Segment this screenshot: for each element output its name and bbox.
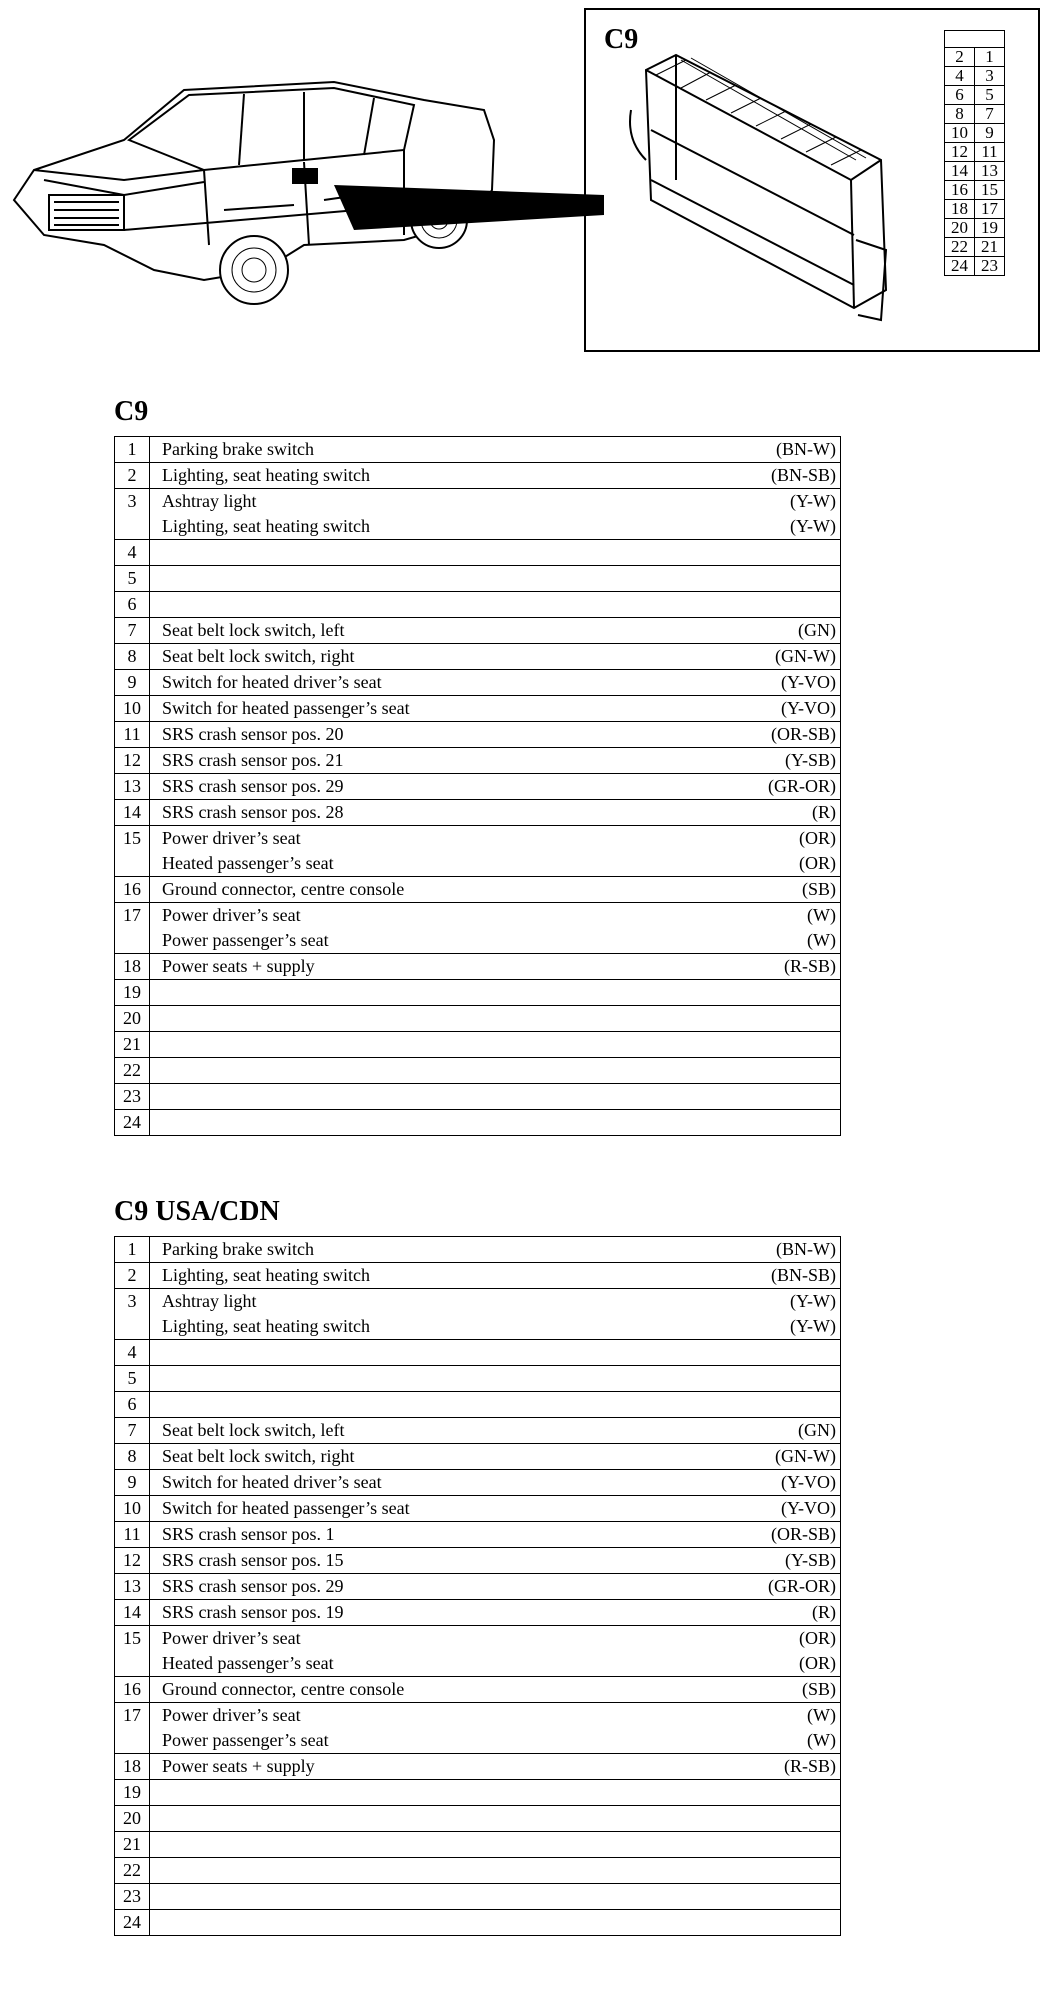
pin-description bbox=[150, 1832, 737, 1858]
pin-description: Power seats + supply bbox=[150, 954, 737, 980]
table-row bbox=[115, 489, 841, 515]
wire-color-code: (W) bbox=[807, 930, 836, 950]
pin-description: Lighting, seat heating switch bbox=[162, 1316, 370, 1336]
table-row bbox=[115, 1289, 841, 1315]
wire-color-code: (Y-SB) bbox=[736, 1548, 841, 1574]
table-row bbox=[115, 1677, 841, 1703]
pin-number: 20 bbox=[945, 219, 975, 238]
table-row bbox=[115, 1006, 841, 1032]
pin-number: 1 bbox=[115, 437, 150, 463]
pin-number: 3 bbox=[115, 489, 150, 540]
pin-number: 5 bbox=[115, 566, 150, 592]
pin-number: 7 bbox=[115, 618, 150, 644]
table-row bbox=[115, 928, 841, 954]
pin-description bbox=[150, 1366, 737, 1392]
table-row bbox=[115, 1884, 841, 1910]
pin-description bbox=[150, 1058, 737, 1084]
wire-color-code: (R-SB) bbox=[736, 1754, 841, 1780]
pin-number: 15 bbox=[115, 826, 150, 877]
pin-number: 8 bbox=[945, 105, 975, 124]
pin-description: Power driver’s seat bbox=[150, 826, 737, 852]
pin-number: 19 bbox=[975, 219, 1005, 238]
pin-description bbox=[150, 1806, 737, 1832]
wire-color-code bbox=[736, 1084, 841, 1110]
pin-number: 12 bbox=[115, 1548, 150, 1574]
connector-pin-grid bbox=[944, 30, 1005, 276]
pin-number: 13 bbox=[115, 774, 150, 800]
table-row bbox=[115, 800, 841, 826]
table-row bbox=[115, 514, 841, 540]
pin-description: Power seats + supply bbox=[150, 1754, 737, 1780]
table-row bbox=[115, 1858, 841, 1884]
pin-number: 18 bbox=[115, 1754, 150, 1780]
table-row bbox=[115, 1780, 841, 1806]
pin-number: 1 bbox=[115, 1237, 150, 1263]
pin-description bbox=[150, 980, 737, 1006]
wire-color-code: (GR-OR) bbox=[736, 1574, 841, 1600]
pin-number: 2 bbox=[115, 1263, 150, 1289]
table-row bbox=[115, 1392, 841, 1418]
pin-number: 23 bbox=[115, 1884, 150, 1910]
wire-color-code: (Y-W) bbox=[736, 489, 841, 515]
pin-number: 22 bbox=[115, 1858, 150, 1884]
car-illustration bbox=[4, 70, 604, 330]
pin-description bbox=[150, 1110, 737, 1136]
table-row bbox=[115, 463, 841, 489]
wire-color-code: (GN-W) bbox=[736, 644, 841, 670]
table-row bbox=[115, 1366, 841, 1392]
pin-number: 20 bbox=[115, 1806, 150, 1832]
table-row bbox=[115, 1832, 841, 1858]
wire-color-code: (Y-W) bbox=[790, 1316, 836, 1336]
wire-color-code: (R) bbox=[736, 1600, 841, 1626]
wire-color-code: (Y-SB) bbox=[736, 748, 841, 774]
pin-description bbox=[150, 1884, 737, 1910]
pin-number: 2 bbox=[945, 48, 975, 67]
table-row bbox=[115, 1548, 841, 1574]
pin-number: 9 bbox=[975, 124, 1005, 143]
pin-number: 16 bbox=[945, 181, 975, 200]
pin-number: 17 bbox=[115, 903, 150, 954]
pin-number: 6 bbox=[115, 592, 150, 618]
pin-description: Parking brake switch bbox=[150, 1237, 737, 1263]
pin-description bbox=[150, 1006, 737, 1032]
pin-description: SRS crash sensor pos. 29 bbox=[150, 774, 737, 800]
pin-table-c9 bbox=[114, 436, 841, 1136]
pin-description: Ashtray light bbox=[150, 1289, 737, 1315]
wire-color-code: (GN) bbox=[736, 618, 841, 644]
pin-description: Lighting, seat heating switch bbox=[150, 463, 737, 489]
pin-description bbox=[150, 1858, 737, 1884]
wire-color-code: (Y-VO) bbox=[736, 1496, 841, 1522]
table-row bbox=[115, 1728, 841, 1754]
pin-number: 13 bbox=[115, 1574, 150, 1600]
table-row bbox=[115, 618, 841, 644]
table-row bbox=[115, 954, 841, 980]
wire-color-code: (OR) bbox=[799, 1653, 836, 1673]
wire-color-code bbox=[736, 1858, 841, 1884]
pin-description: Switch for heated passenger’s seat bbox=[150, 1496, 737, 1522]
wire-color-code: (BN-W) bbox=[736, 437, 841, 463]
wire-color-code: (GR-OR) bbox=[736, 774, 841, 800]
pin-number: 23 bbox=[975, 257, 1005, 276]
wire-color-code: (Y-VO) bbox=[736, 1470, 841, 1496]
pin-description: Seat belt lock switch, left bbox=[150, 1418, 737, 1444]
table-row bbox=[115, 1910, 841, 1936]
pin-number: 9 bbox=[115, 670, 150, 696]
pin-description: Power driver’s seat bbox=[150, 903, 737, 929]
table-row bbox=[115, 1340, 841, 1366]
wire-color-code bbox=[736, 1340, 841, 1366]
pin-description: Heated passenger’s seat bbox=[162, 853, 334, 873]
pin-number: 3 bbox=[115, 1289, 150, 1340]
wire-color-code: (R-SB) bbox=[736, 954, 841, 980]
table-row bbox=[115, 1263, 841, 1289]
section-title: C9 bbox=[114, 396, 149, 427]
table-row bbox=[115, 748, 841, 774]
pin-description: Power driver’s seat bbox=[150, 1703, 737, 1729]
section-title: C9 USA/CDN bbox=[114, 1196, 280, 1227]
pin-number: 16 bbox=[115, 877, 150, 903]
pin-number: 13 bbox=[975, 162, 1005, 181]
pin-number: 22 bbox=[945, 238, 975, 257]
pin-description bbox=[150, 1084, 737, 1110]
pin-number: 19 bbox=[115, 1780, 150, 1806]
pin-number: 10 bbox=[115, 696, 150, 722]
table-row bbox=[115, 722, 841, 748]
wire-color-code bbox=[736, 980, 841, 1006]
pin-number: 24 bbox=[115, 1910, 150, 1936]
wire-color-code: (OR-SB) bbox=[736, 1522, 841, 1548]
pin-number: 10 bbox=[115, 1496, 150, 1522]
pin-description bbox=[150, 1780, 737, 1806]
table-row bbox=[115, 1418, 841, 1444]
table-row bbox=[115, 980, 841, 1006]
pin-number: 15 bbox=[115, 1626, 150, 1677]
table-row bbox=[115, 1626, 841, 1652]
pin-number: 12 bbox=[115, 748, 150, 774]
pin-number: 17 bbox=[115, 1703, 150, 1754]
pin-description bbox=[150, 566, 737, 592]
table-row bbox=[115, 1651, 841, 1677]
wire-color-code: (BN-SB) bbox=[736, 463, 841, 489]
wire-color-code bbox=[736, 566, 841, 592]
pin-description: Power passenger’s seat bbox=[162, 1730, 329, 1750]
pin-description: SRS crash sensor pos. 1 bbox=[150, 1522, 737, 1548]
wire-color-code: (OR) bbox=[799, 853, 836, 873]
pin-number: 6 bbox=[945, 86, 975, 105]
pin-number: 14 bbox=[945, 162, 975, 181]
table-row bbox=[115, 1110, 841, 1136]
pin-description: SRS crash sensor pos. 19 bbox=[150, 1600, 737, 1626]
pin-number: 20 bbox=[115, 1006, 150, 1032]
wire-color-code bbox=[736, 1392, 841, 1418]
pin-description bbox=[150, 1032, 737, 1058]
pin-number: 24 bbox=[115, 1110, 150, 1136]
pin-number: 8 bbox=[115, 644, 150, 670]
pin-number: 19 bbox=[115, 980, 150, 1006]
table-row bbox=[115, 592, 841, 618]
table-row bbox=[115, 1444, 841, 1470]
table-row bbox=[115, 1032, 841, 1058]
pin-number: 16 bbox=[115, 1677, 150, 1703]
pin-number: 21 bbox=[115, 1832, 150, 1858]
wire-color-code: (Y-W) bbox=[790, 516, 836, 536]
pin-number: 5 bbox=[975, 86, 1005, 105]
wire-color-code: (W) bbox=[736, 903, 841, 929]
pin-description: SRS crash sensor pos. 29 bbox=[150, 1574, 737, 1600]
wire-color-code bbox=[736, 1806, 841, 1832]
pin-description: Ground connector, centre console bbox=[150, 877, 737, 903]
pin-number: 11 bbox=[975, 143, 1005, 162]
wire-color-code: (Y-VO) bbox=[736, 696, 841, 722]
pin-number: 2 bbox=[115, 463, 150, 489]
pin-number: 11 bbox=[115, 722, 150, 748]
wire-color-code: (R) bbox=[736, 800, 841, 826]
pin-number: 15 bbox=[975, 181, 1005, 200]
wire-color-code bbox=[736, 1832, 841, 1858]
wire-color-code: (SB) bbox=[736, 877, 841, 903]
pin-number: 23 bbox=[115, 1084, 150, 1110]
pin-number: 10 bbox=[945, 124, 975, 143]
table-row bbox=[115, 1522, 841, 1548]
table-row bbox=[115, 1574, 841, 1600]
wire-color-code bbox=[736, 1110, 841, 1136]
wire-color-code: (SB) bbox=[736, 1677, 841, 1703]
pin-table-c9-usa-cdn bbox=[114, 1236, 841, 1936]
pin-description: Ground connector, centre console bbox=[150, 1677, 737, 1703]
table-row bbox=[115, 851, 841, 877]
pin-description: Parking brake switch bbox=[150, 437, 737, 463]
pin-description: Ashtray light bbox=[150, 489, 737, 515]
table-row bbox=[115, 1496, 841, 1522]
table-row bbox=[115, 1470, 841, 1496]
pin-number: 8 bbox=[115, 1444, 150, 1470]
pin-number: 18 bbox=[945, 200, 975, 219]
pin-description: Power passenger’s seat bbox=[162, 930, 329, 950]
pin-description: Switch for heated driver’s seat bbox=[150, 670, 737, 696]
pin-number: 17 bbox=[975, 200, 1005, 219]
table-row bbox=[115, 437, 841, 463]
table-row bbox=[115, 1084, 841, 1110]
table-row bbox=[115, 826, 841, 852]
wire-color-code: (GN-W) bbox=[736, 1444, 841, 1470]
wire-color-code: (BN-W) bbox=[736, 1237, 841, 1263]
pin-description bbox=[150, 540, 737, 566]
pin-number: 1 bbox=[975, 48, 1005, 67]
table-row bbox=[115, 1237, 841, 1263]
pin-number: 3 bbox=[975, 67, 1005, 86]
wire-color-code: (OR-SB) bbox=[736, 722, 841, 748]
pin-description bbox=[150, 1910, 737, 1936]
wire-color-code: (W) bbox=[736, 1703, 841, 1729]
wire-color-code: (GN) bbox=[736, 1418, 841, 1444]
wire-color-code: (OR) bbox=[736, 1626, 841, 1652]
pin-description: SRS crash sensor pos. 21 bbox=[150, 748, 737, 774]
table-row bbox=[115, 1600, 841, 1626]
detail-title: C9 bbox=[604, 24, 639, 55]
pin-number: 4 bbox=[115, 540, 150, 566]
pin-description: Seat belt lock switch, right bbox=[150, 1444, 737, 1470]
table-row bbox=[115, 1314, 841, 1340]
table-row bbox=[115, 903, 841, 929]
pin-number: 4 bbox=[115, 1340, 150, 1366]
table-row bbox=[115, 1058, 841, 1084]
pin-number: 22 bbox=[115, 1058, 150, 1084]
pin-description: Seat belt lock switch, left bbox=[150, 618, 737, 644]
pin-number: 7 bbox=[975, 105, 1005, 124]
connector-detail-box bbox=[584, 8, 1040, 352]
table-row bbox=[115, 1703, 841, 1729]
connector-drawing bbox=[626, 50, 916, 340]
wire-color-code bbox=[736, 1780, 841, 1806]
wire-color-code: (Y-W) bbox=[736, 1289, 841, 1315]
pin-description: Switch for heated passenger’s seat bbox=[150, 696, 737, 722]
wire-color-code bbox=[736, 1366, 841, 1392]
pin-number: 4 bbox=[945, 67, 975, 86]
wire-color-code bbox=[736, 1032, 841, 1058]
wire-color-code bbox=[736, 1884, 841, 1910]
table-row bbox=[115, 774, 841, 800]
pin-number: 11 bbox=[115, 1522, 150, 1548]
wire-color-code: (Y-VO) bbox=[736, 670, 841, 696]
pin-description bbox=[150, 1392, 737, 1418]
wire-color-code bbox=[736, 1910, 841, 1936]
pin-description: Switch for heated driver’s seat bbox=[150, 1470, 737, 1496]
pin-description: SRS crash sensor pos. 15 bbox=[150, 1548, 737, 1574]
pin-number: 14 bbox=[115, 800, 150, 826]
pin-number: 9 bbox=[115, 1470, 150, 1496]
pin-description bbox=[150, 592, 737, 618]
table-row bbox=[115, 877, 841, 903]
pin-number: 14 bbox=[115, 1600, 150, 1626]
pin-number: 7 bbox=[115, 1418, 150, 1444]
pin-description: Heated passenger’s seat bbox=[162, 1653, 334, 1673]
pin-number: 24 bbox=[945, 257, 975, 276]
pin-number: 5 bbox=[115, 1366, 150, 1392]
table-row bbox=[115, 1754, 841, 1780]
pin-number: 21 bbox=[975, 238, 1005, 257]
pin-description bbox=[150, 1340, 737, 1366]
pin-number: 6 bbox=[115, 1392, 150, 1418]
wire-color-code bbox=[736, 540, 841, 566]
pin-number: 21 bbox=[115, 1032, 150, 1058]
table-row bbox=[115, 566, 841, 592]
table-row bbox=[115, 1806, 841, 1832]
pin-description: Power driver’s seat bbox=[150, 1626, 737, 1652]
wire-color-code: (BN-SB) bbox=[736, 1263, 841, 1289]
pin-number: 18 bbox=[115, 954, 150, 980]
pin-description: Lighting, seat heating switch bbox=[162, 516, 370, 536]
wire-color-code: (W) bbox=[807, 1730, 836, 1750]
table-row bbox=[115, 540, 841, 566]
pin-description: Lighting, seat heating switch bbox=[150, 1263, 737, 1289]
table-row bbox=[115, 696, 841, 722]
pin-description: SRS crash sensor pos. 28 bbox=[150, 800, 737, 826]
pin-number: 12 bbox=[945, 143, 975, 162]
wire-color-code bbox=[736, 592, 841, 618]
pin-description: SRS crash sensor pos. 20 bbox=[150, 722, 737, 748]
wire-color-code: (OR) bbox=[736, 826, 841, 852]
wire-color-code bbox=[736, 1058, 841, 1084]
wire-color-code bbox=[736, 1006, 841, 1032]
pin-description: Seat belt lock switch, right bbox=[150, 644, 737, 670]
table-row bbox=[115, 670, 841, 696]
table-row bbox=[115, 644, 841, 670]
